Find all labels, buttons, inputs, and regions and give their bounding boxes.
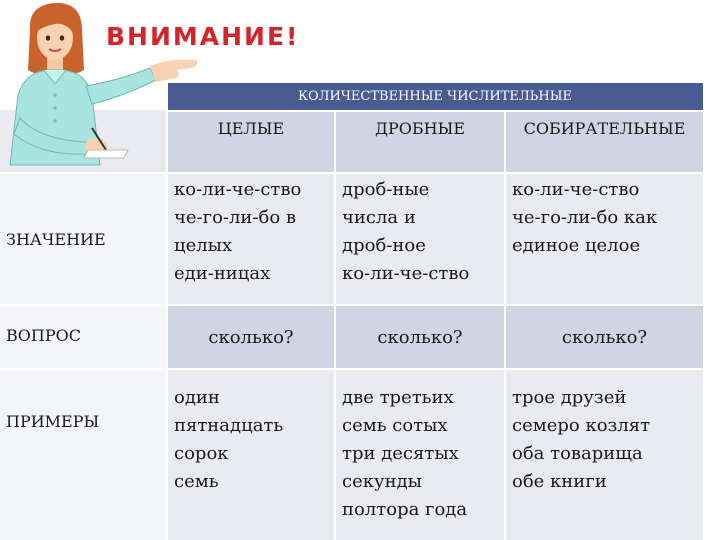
cell-line: семеро козлят <box>512 415 651 436</box>
row-header-label: ВОПРОС <box>6 326 81 345</box>
cell-line: ко-ли-че-ство <box>342 263 470 284</box>
table-cell <box>168 174 334 304</box>
cell-line: ко-ли-че-ство <box>512 179 640 200</box>
cell-line: сколько? <box>208 327 294 348</box>
row-header-meaning <box>0 174 166 304</box>
table-header-title: КОЛИЧЕСТВЕННЫЕ ЧИСЛИТЕЛЬНЫЕ <box>297 89 573 104</box>
cell-line: полтора года <box>342 499 468 520</box>
cell-line: дроб-ное <box>342 235 426 256</box>
cell-line: пятнадцать <box>174 415 284 436</box>
cell-line: единое целое <box>512 235 641 256</box>
table-cell <box>336 306 504 368</box>
cell-line: че-го-ли-бо в <box>174 207 297 228</box>
table-cell <box>506 370 703 540</box>
table-cell <box>506 306 703 368</box>
cell-line: семь сотых <box>342 415 448 436</box>
cell-line: сорок <box>174 443 229 464</box>
column-header-fraction <box>336 112 504 172</box>
cell-line: две третьих <box>342 387 454 408</box>
cell-line: три десятых <box>342 443 459 464</box>
row-header-examples <box>0 370 166 540</box>
table-cell <box>168 370 334 540</box>
teacher-illustration <box>0 0 205 170</box>
column-header-collective <box>506 112 703 172</box>
cell-line: трое друзей <box>512 387 627 408</box>
table-cell <box>336 370 504 540</box>
row-header-label: ПРИМЕРЫ <box>6 412 100 431</box>
row-header-question <box>0 306 166 368</box>
cell-line: сколько? <box>377 327 463 348</box>
column-header-label: ЦЕЛЫЕ <box>217 119 285 138</box>
cell-line: семь <box>174 471 219 492</box>
cell-line: ко-ли-че-ство <box>174 179 302 200</box>
cell-line: числа и <box>342 207 416 228</box>
table-cell <box>168 306 334 368</box>
row-header-label: ЗНАЧЕНИЕ <box>6 229 106 249</box>
cell-line: оба товарища <box>512 443 643 464</box>
cell-line: секунды <box>342 471 422 492</box>
attention-title: ВНИМАНИЕ! <box>106 22 300 51</box>
cell-line: сколько? <box>561 327 648 348</box>
table-cell <box>506 174 703 304</box>
cell-line: обе книги <box>512 471 607 492</box>
cell-line: целых <box>174 235 233 256</box>
cell-line: один <box>174 387 220 408</box>
column-header-label: ДРОБНЫЕ <box>374 119 466 138</box>
cell-line: еди-ницах <box>174 263 271 284</box>
table-cell <box>336 174 504 304</box>
cell-line: че-го-ли-бо как <box>512 207 658 228</box>
column-header-label: СОБИРАТЕЛЬНЫЕ <box>523 119 686 138</box>
cell-line: дроб-ные <box>342 179 430 200</box>
